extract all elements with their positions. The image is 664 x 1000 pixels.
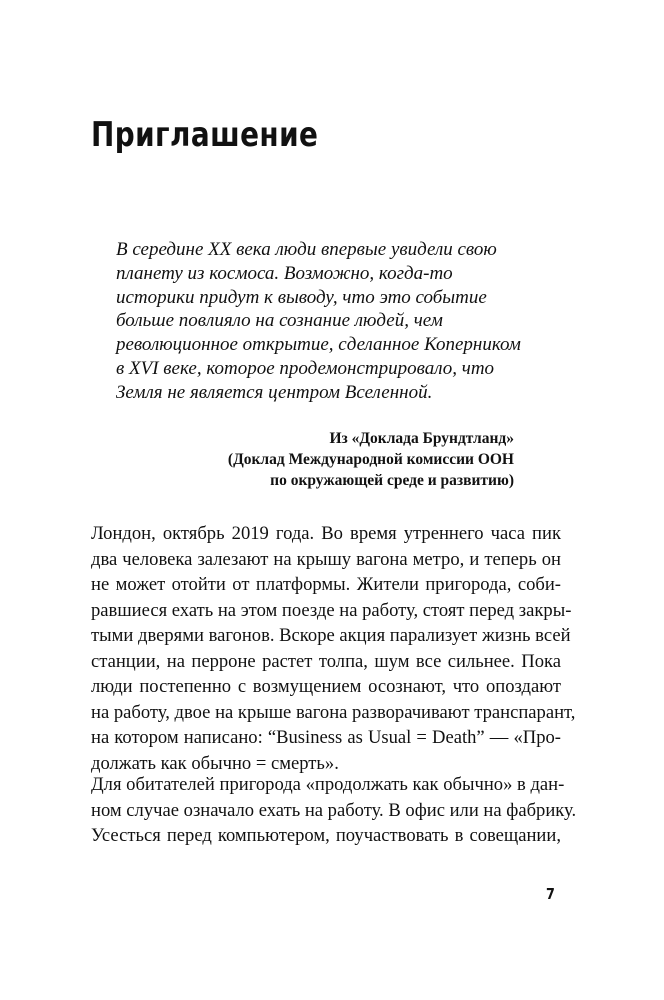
epigraph: [116, 238, 536, 405]
page-number: 7: [546, 885, 555, 903]
epigraph-quote: [116, 238, 536, 405]
text-line: Усесться перед компьютером, поучаствовать в совещании,: [91, 825, 561, 846]
epigraph-line: в XVI веке, которое продемонстрировало, что: [116, 357, 495, 379]
epigraph-attribution: [116, 428, 514, 491]
text-line: тыми дверями вагонов. Вскоре акция парализует жизнь всей: [91, 625, 571, 646]
chapter-title: Приглашение: [91, 115, 319, 155]
text-line: Для обитателей пригорода «продолжать как обычно» в дан-: [91, 774, 565, 795]
epigraph-line: больше повлияло на сознание людей, чем: [116, 310, 443, 332]
attribution-line: по окружающей среде и развитию): [270, 472, 514, 489]
text-line: два человека залезают на крышу вагона метро, и теперь он: [91, 548, 561, 570]
epigraph-line: В середине XX века люди впервые увидели свою: [116, 239, 497, 260]
text-line: ном случае означало ехать на работу. В офис или на фабрику.: [91, 799, 577, 821]
attribution-line: Из «Доклада Брундтланд»: [329, 430, 514, 447]
text-line: равшиеся ехать на этом поезде на работу, стоят перед закры-: [91, 599, 572, 621]
epigraph-line: историки придут к выводу, что это событие: [116, 286, 487, 308]
text-line: на котором написано: “Business as Usual = Death” — «Про-: [91, 727, 561, 748]
text-line: на работу, двое на крыше вагона разворачивают транспарант,: [91, 701, 576, 723]
text-line: не может отойти от платформы. Жители пригорода, соби-: [91, 574, 561, 595]
text-line: люди постепенно с возмущением осознают, что опоздают: [91, 676, 561, 697]
text-line: должать как обычно = смерть».: [91, 752, 339, 774]
epigraph-line: планету из космоса. Возможно, когда-то: [116, 262, 453, 284]
attribution-line: (Доклад Международной комиссии ООН: [227, 451, 514, 468]
body-paragraph-2: [91, 772, 577, 849]
text-line: станции, на перроне растет толпа, шум все сильнее. Пока: [91, 650, 561, 672]
text-line: Лондон, октябрь 2019 года. Во время утреннего часа пик: [91, 523, 561, 544]
epigraph-line: Земля не является центром Вселенной.: [116, 381, 433, 403]
epigraph-line: революционное открытие, сделанное Коперником: [116, 334, 521, 356]
body-paragraph-1: [91, 521, 576, 776]
